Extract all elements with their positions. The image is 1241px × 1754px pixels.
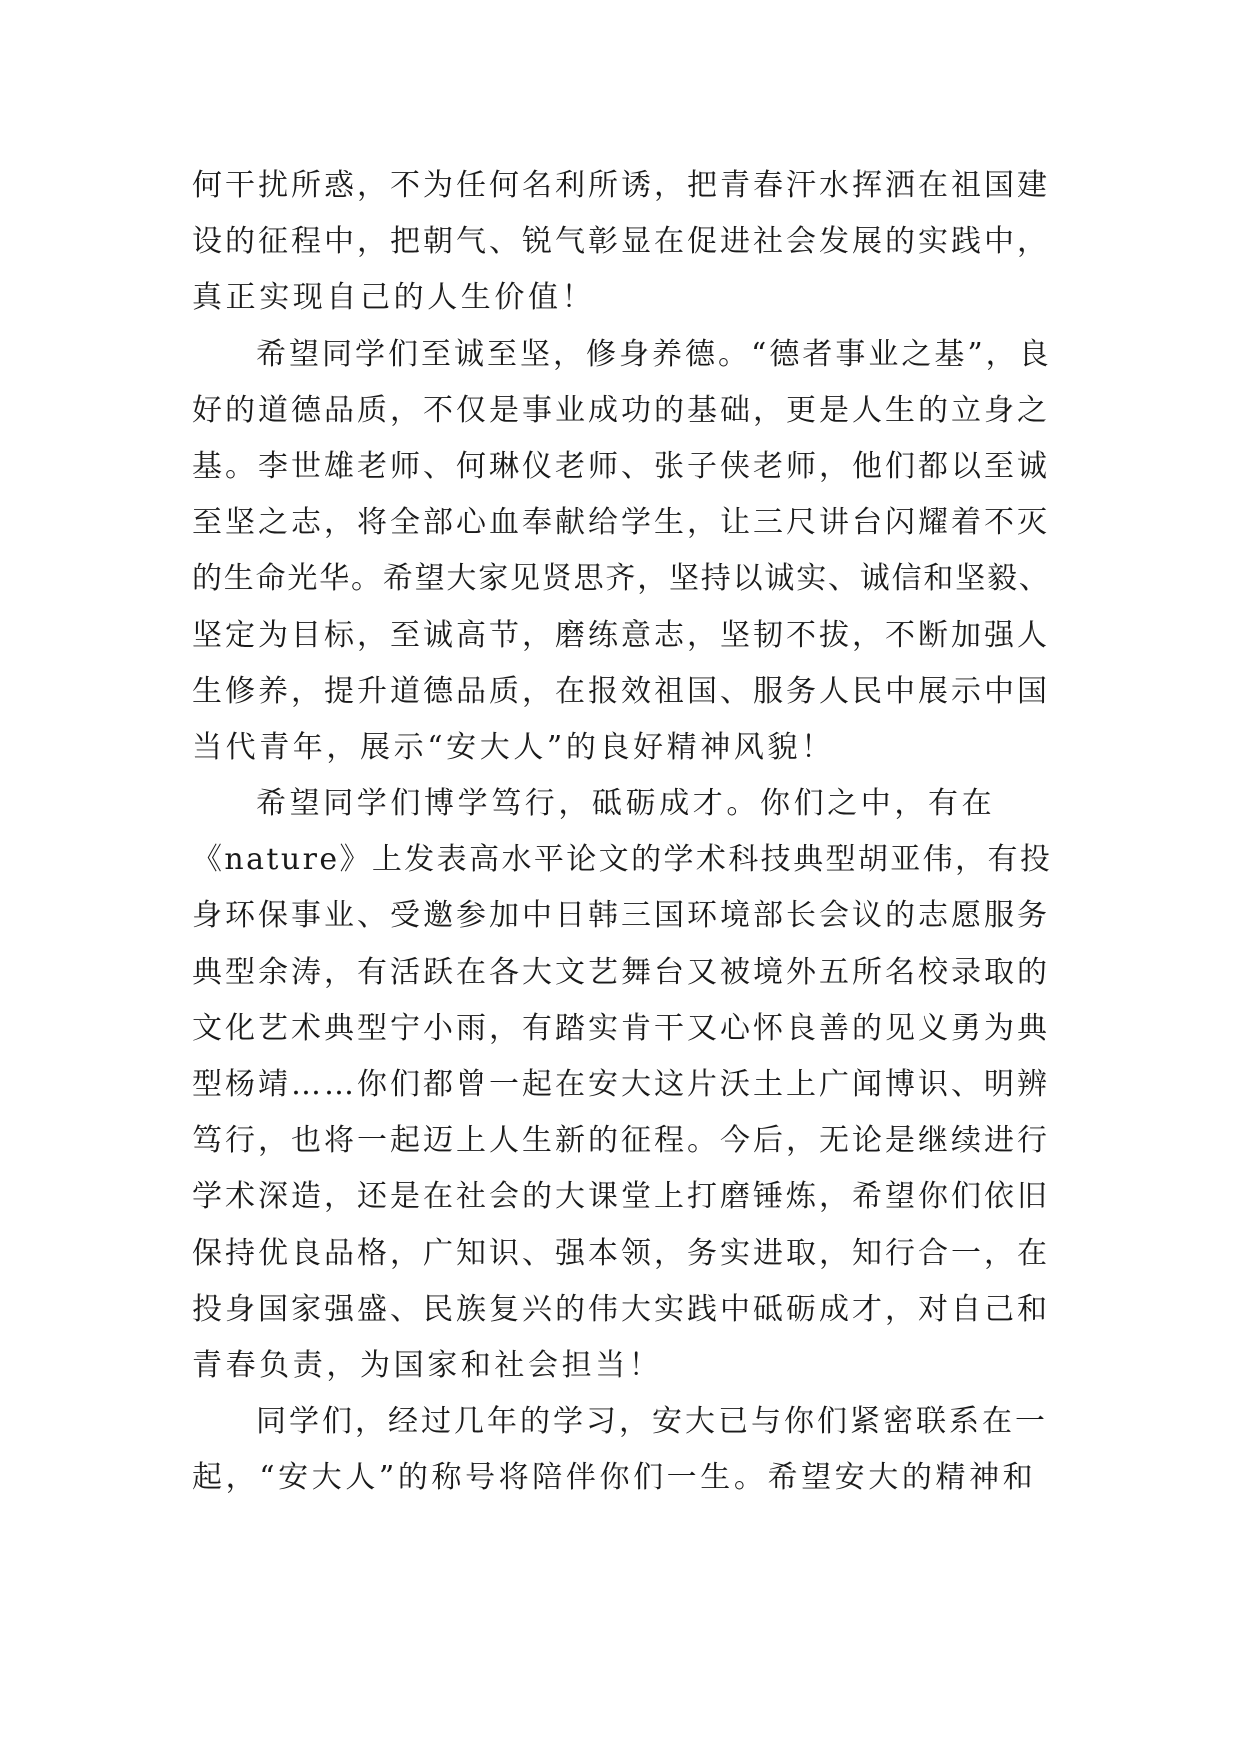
text-line: 基。李世雄老师、何琳仪老师、张子侠老师，他们都以至诚 bbox=[192, 448, 1050, 484]
text-line: 青春负责，为国家和社会担当！ bbox=[192, 1347, 663, 1383]
paragraph-4 bbox=[192, 1394, 1052, 1506]
text-line: 当代青年，展示“安大人”的良好精神风貌！ bbox=[192, 729, 835, 765]
text-line: 型杨靖……你们都曾一起在安大这片沃土上广闻博识、明辨 bbox=[192, 1067, 1050, 1102]
text-line: 好的道德品质，不仅是事业成功的基础，更是人生的立身之 bbox=[192, 392, 1050, 428]
text-line: 保持优良品格，广知识、强本领，务实进取，知行合一，在 bbox=[192, 1235, 1050, 1271]
text-line: 投身国家强盛、民族复兴的伟大实践中砥砺成才，对自己和 bbox=[192, 1291, 1050, 1327]
text-line: 希望同学们博学笃行，砥砺成才。你们之中，有在 bbox=[256, 786, 996, 822]
text-line: 何干扰所惑，不为任何名利所诱，把青春汗水挥洒在祖国建 bbox=[192, 168, 1050, 203]
text-line: 起，“安大人”的称号将陪伴你们一生。希望安大的精神和 bbox=[192, 1460, 1037, 1496]
text-line: 至坚之志，将全部心血奉献给学生，让三尺讲台闪耀着不灭 bbox=[192, 505, 1050, 541]
text-line: 希望同学们至诚至坚，修身养德。“德者事业之基”，良 bbox=[256, 336, 1052, 372]
text-line: 典型余涛，有活跃在各大文艺舞台又被境外五所名校录取的 bbox=[192, 954, 1050, 990]
text-line: 笃行，也将一起迈上人生新的征程。今后，无论是继续进行 bbox=[192, 1123, 1050, 1159]
body-text bbox=[192, 158, 1052, 1507]
text-line: 同学们，经过几年的学习，安大已与你们紧密联系在一 bbox=[256, 1404, 1048, 1440]
text-line: 坚定为目标，至诚高节，磨练意志，坚韧不拔，不断加强人 bbox=[192, 617, 1050, 653]
text-line: 真正实现自己的人生价值！ bbox=[192, 280, 596, 316]
text-line: 《nature》上发表高水平论文的学术科技典型胡亚伟，有投 bbox=[192, 842, 1053, 878]
text-line: 生修养，提升道德品质，在报效祖国、服务人民中展示中国 bbox=[192, 673, 1050, 709]
paragraph-2 bbox=[192, 327, 1052, 777]
text-line: 学术深造，还是在社会的大课堂上打磨锤炼，希望你们依旧 bbox=[192, 1179, 1050, 1215]
text-line: 的生命光华。希望大家见贤思齐，坚持以诚实、诚信和坚毅、 bbox=[192, 561, 1051, 597]
text-line: 文化艺术典型宁小雨，有踏实肯干又心怀良善的见义勇为典 bbox=[192, 1010, 1050, 1046]
text-line: 设的征程中，把朝气、锐气彰显在促进社会发展的实践中， bbox=[192, 224, 1050, 260]
text-line: 身环保事业、受邀参加中日韩三国环境部长会议的志愿服务 bbox=[192, 898, 1050, 934]
paragraph-1 bbox=[192, 158, 1052, 327]
paragraph-3 bbox=[192, 776, 1052, 1394]
